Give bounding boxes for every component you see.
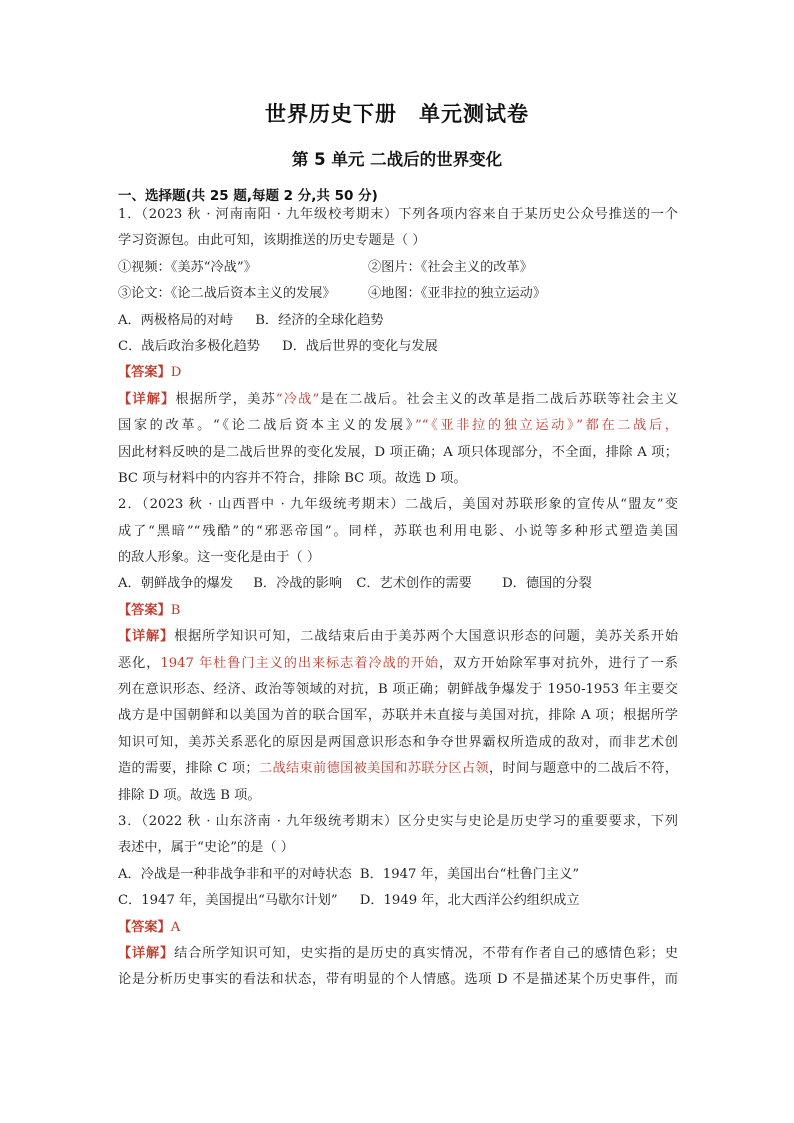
detail-line <box>118 413 678 439</box>
answer-label: 【答案】 <box>118 365 171 381</box>
option-row <box>118 308 678 334</box>
option-d: D．1949 年，北大西洋公约组织成立 <box>359 893 580 909</box>
detail-text: 恶化， <box>118 655 161 671</box>
detail-text: ，时间与题意中的二战后不符， <box>488 761 678 777</box>
detail-text: 国家的改革。“《论二战后资本主义的发展》 <box>118 418 415 434</box>
question-list <box>118 202 678 994</box>
answer-value: B <box>170 602 181 618</box>
option-d: D．德国的分裂 <box>502 576 592 592</box>
detail-highlight: 二战结束前德国被美国和苏联分区占领 <box>258 761 489 777</box>
answer-row <box>118 360 678 386</box>
detail-label: 【详解】 <box>118 629 175 645</box>
detail-line <box>118 756 678 782</box>
option-d: D．战后世界的变化与发展 <box>282 338 438 354</box>
detail-line <box>118 941 678 967</box>
question-stem: 成了“黑暗”“残酷”的“邪恶帝国”。同样，苏联也利用电影、小说等多种形式塑造美国 <box>118 523 678 539</box>
detail-line: 排除 D 项。故选 B 项。 <box>118 787 261 803</box>
detail-text: 造的需要，排除 C 项； <box>118 761 259 777</box>
option-c: C．1947 年，美国提出“马歇尔计划” <box>118 893 338 909</box>
question-stem: 1．（2023 秋 · 河南南阳 · 九年级校考期末）下列各项内容来自于某历史公众号推送的一个 <box>118 207 678 222</box>
answer-value: A <box>170 919 181 935</box>
detail-highlight: 1947 年杜鲁门主义的出来标志着冷战的开始 <box>160 655 439 671</box>
question-stem: 表述中，属于“史论”的是（ ） <box>118 840 294 856</box>
question-stem: 2．（2023 秋 · 山西晋中 · 九年级统考期末）二战后，美国对苏联形象的宣传从“盟友”变 <box>118 497 678 513</box>
material-item: ②图片：《社会主义的改革》 <box>368 259 533 275</box>
option-b: B．经济的全球化趋势 <box>255 312 384 328</box>
question-3 <box>118 809 678 994</box>
option-a: A．两极格局的对峙 <box>118 312 234 328</box>
answer-value: D <box>170 365 182 381</box>
detail-text: 根据所学，美苏 <box>175 391 276 407</box>
detail-line: 因此材料反映的是二战后世界的变化发展，D 项正确；A 项只体现部分，不全面，排除 A 项； <box>118 444 678 460</box>
option-b: B．冷战的影响 <box>253 576 343 592</box>
detail-line <box>118 651 678 677</box>
material-row <box>118 255 678 281</box>
question-stem: 3．（2022 秋 · 山东济南 · 九年级统考期末）区分史实与史论是历史学习的重要要求，下列 <box>118 813 678 829</box>
option-c: C．艺术创作的需要 <box>356 576 472 592</box>
detail-line: 知识可知，美苏关系恶化的原因是两国意识形态和争夺世界霸权所造成的敌对，而非艺术创 <box>118 734 678 750</box>
detail-line: BC 项与材料中的内容并不符合，排除 BC 项。故选 D 项。 <box>118 470 467 486</box>
material-item: ①视频：《美苏“冷战”》 <box>118 259 257 275</box>
detail-line: 论是分析历史事实的看法和状态，带有明显的个人情感。选项 D 不是描述某个历史事件，而 <box>118 972 678 988</box>
detail-line <box>118 387 678 413</box>
question-2 <box>118 492 678 809</box>
detail-text: 根据所学知识可知，二战结束后由于美苏两个大国意识形态的问题，美苏关系开始 <box>174 629 678 645</box>
option-b: B．1947 年，美国出台“杜鲁门主义” <box>359 866 580 882</box>
option-row <box>118 862 678 888</box>
option-row <box>118 334 678 360</box>
detail-line: 战方是中国朝鲜和以美国为首的联合国军，苏联并未直接与美国对抗，排除 A 项；根据所学 <box>118 708 678 724</box>
detail-text: 是在二战后。社会主义的改革是指二战后苏联等社会主义 <box>319 391 678 407</box>
material-row <box>118 281 678 307</box>
detail-highlight: “冷战” <box>275 391 320 407</box>
detail-highlight: ”“《亚非拉的独立运动》”都在二战后， <box>415 418 678 434</box>
detail-text: ，双方开始除军事对抗外，进行了一系 <box>438 655 678 671</box>
question-stem: 的敌人形象。这一变化是由于（ ） <box>118 550 321 566</box>
answer-label: 【答案】 <box>118 602 171 618</box>
option-row <box>118 571 678 597</box>
detail-line <box>118 624 678 650</box>
page-title: 世界历史下册 单元测试卷 <box>265 102 529 126</box>
unit-subtitle: 第 5 单元 二战后的世界变化 <box>291 150 503 169</box>
option-a: A．朝鲜战争的爆发 <box>118 576 234 592</box>
answer-row <box>118 598 678 624</box>
material-item: ③论文：《论二战后资本主义的发展》 <box>118 286 336 302</box>
option-c: C．战后政治多极化趋势 <box>118 338 260 354</box>
detail-line: 列在意识形态、经济、政治等领域的对抗，B 项正确；朝鲜战争爆发于 1950-1953 年主要交 <box>118 682 678 698</box>
option-a: A．冷战是一种非战争非和平的对峙状态 <box>118 866 352 882</box>
detail-text: 结合所学知识可知，史实指的是历史的真实情况，不带有作者自己的感情色彩；史 <box>174 945 678 961</box>
question-1 <box>118 202 678 492</box>
detail-label: 【详解】 <box>118 391 176 407</box>
option-row <box>118 888 678 914</box>
answer-row <box>118 915 678 941</box>
material-item: ④地图：《亚非拉的独立运动》 <box>368 286 547 302</box>
answer-label: 【答案】 <box>118 919 171 935</box>
section-heading: 一、选择题(共 25 题,每题 2 分,共 50 分) <box>118 188 378 204</box>
detail-label: 【详解】 <box>118 945 175 961</box>
question-stem: 学习资源包。由此可知，该期推送的历史专题是（ ） <box>118 233 426 249</box>
